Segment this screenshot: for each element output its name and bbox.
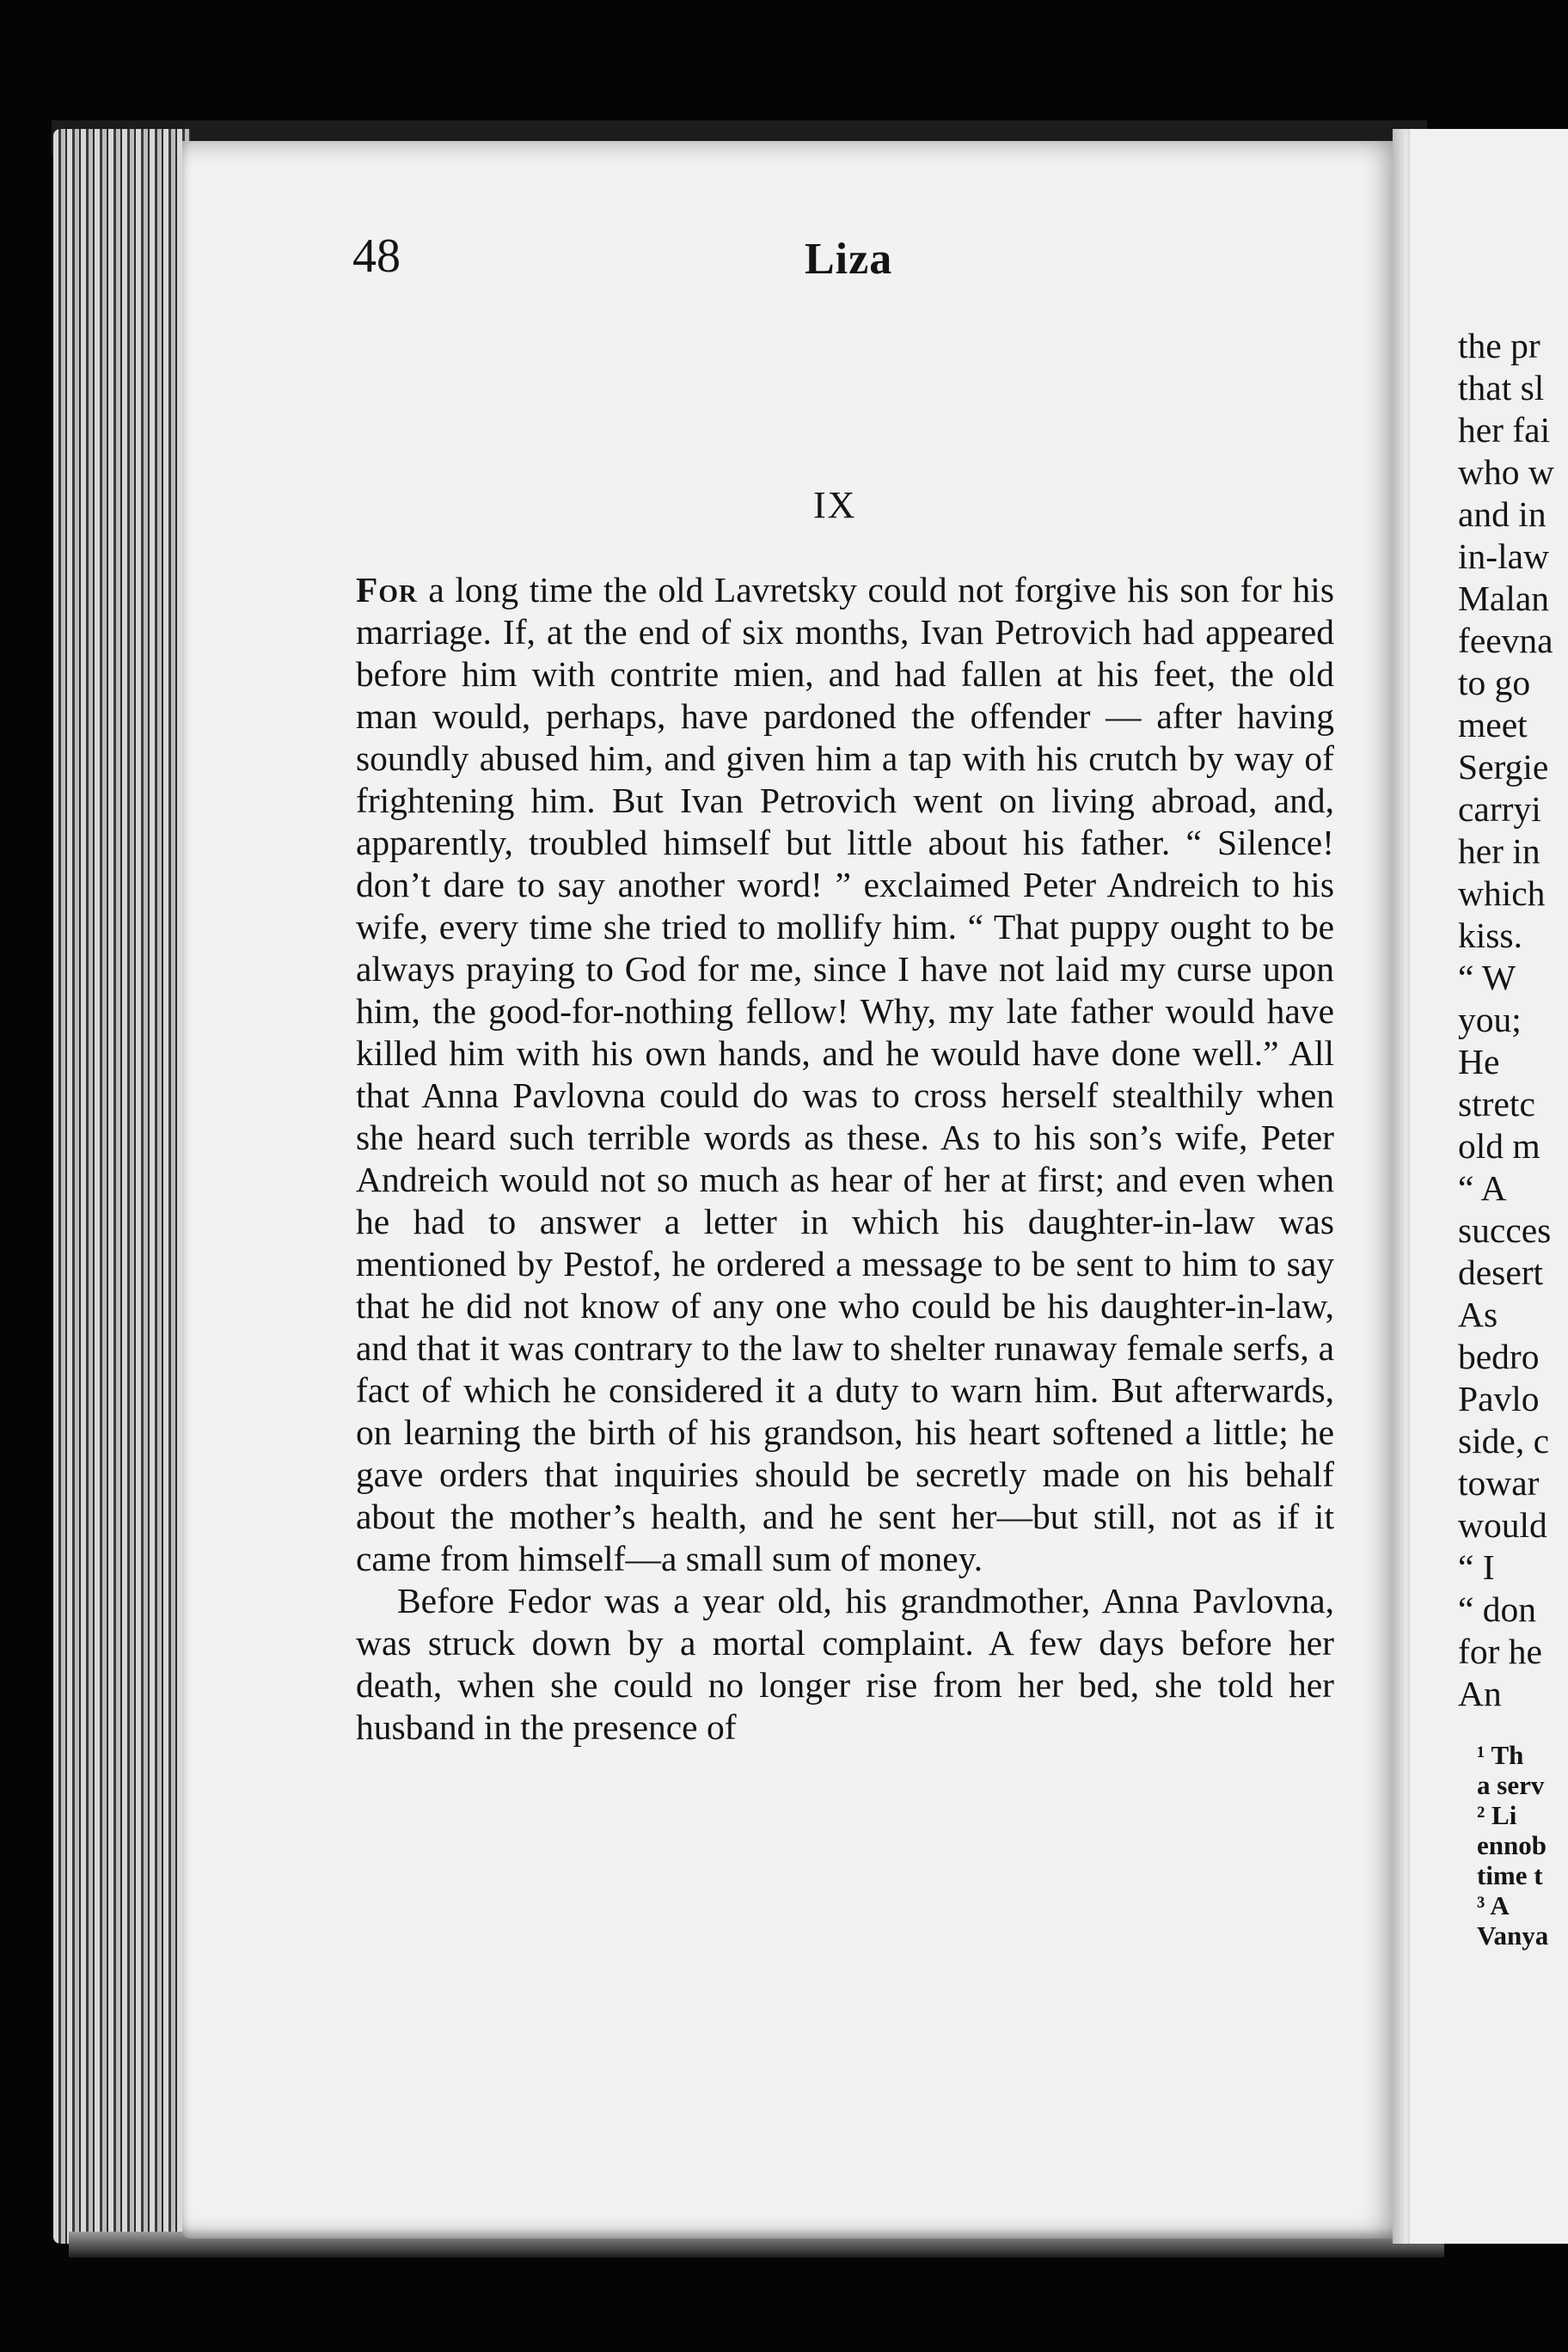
facing-page-line: Pavlo <box>1458 1379 1540 1418</box>
facing-page-line: meet <box>1458 705 1528 744</box>
facing-page-line: kiss. <box>1458 916 1522 955</box>
body-text <box>356 569 1334 1749</box>
drop-lead-word: For <box>356 570 418 609</box>
facing-page-line: that sl <box>1458 368 1545 407</box>
facing-page-line: and in <box>1458 494 1547 534</box>
facing-page-footnote-line: time t <box>1477 1860 1543 1890</box>
chapter-number: IX <box>813 484 857 526</box>
facing-page-line: you; <box>1458 1000 1522 1039</box>
facing-page-footnote-line: ennob <box>1477 1830 1547 1860</box>
facing-page-line: “ don <box>1458 1589 1537 1629</box>
paragraph-1-text: a long time the old Lavretsky could not forgive his son for his marriage. If, at the end of six months, Ivan Petrovich had appeared before him with contrite mien, and had fallen at his feet, the old man would, perhaps, have pardoned the offender — after having soundly abused him, and given him a tap with his crutch by way of frightening him. But Ivan Petrovich went on living abroad, and, apparently, troubled himself but little about his father. “ Silence! don’t dare to say another word! ” exclaimed Peter Andreich to his wife, every time she tried to mollify him. “ That puppy ought to be always praying to God for me, since I have not laid my curse upon him, the good-for-nothing fellow! Why, my late father would have killed him with his own hands, and he would have done well.” All that Anna Pavlovna could do was to cross herself stealthily when she heard such terrible words as these. As to his son’s wife, Peter Andreich would not so much as hear of her at first; and even when he had to answer a letter in which his daughter-in-law was mentioned by Pestof, he ordered a message to be sent to him to say that he did not know of any one who could be his daughter-in-law, and that it was contrary to the law to shelter runaway female serfs, a fact of which he considered it a duty to warn him. But afterwards, on learning the birth of his grandson, his heart softened a little; he gave orders that inquiries should be secretly made on his behalf about the mother’s health, and he sent her—but still, not as if it came from himself—a small sum of money. <box>356 570 1334 1578</box>
facing-page-footnote-line: ² Li <box>1477 1800 1517 1830</box>
facing-page-footnote-line: ³ A <box>1477 1890 1510 1920</box>
running-title: Liza <box>805 235 893 284</box>
facing-page-line: “ I <box>1458 1547 1495 1587</box>
facing-page-line: the pr <box>1458 326 1540 365</box>
facing-page-text <box>1458 325 1568 1715</box>
facing-page-line: towar <box>1458 1463 1540 1503</box>
facing-page-line: her in <box>1458 831 1540 871</box>
facing-page-line: who w <box>1458 452 1554 492</box>
facing-page-footnote-line: a serv <box>1477 1770 1545 1800</box>
facing-page-footnote-line: Vanya <box>1477 1920 1549 1951</box>
page-number: 48 <box>352 230 401 283</box>
facing-page-line: succes <box>1458 1210 1552 1250</box>
facing-page-line: “ A <box>1458 1168 1507 1208</box>
facing-page-line: He <box>1458 1042 1500 1081</box>
facing-page-line: old m <box>1458 1126 1540 1166</box>
facing-page-line: stretc <box>1458 1084 1535 1124</box>
facing-page-line: desert <box>1458 1253 1544 1292</box>
facing-page-line: for he <box>1458 1632 1542 1671</box>
facing-page-line: to go <box>1458 663 1531 702</box>
paragraph-1 <box>356 569 1334 1580</box>
facing-page-footnotes <box>1477 1740 1568 1951</box>
facing-page-line: side, c <box>1458 1421 1550 1461</box>
paragraph-2: Before Fedor was a year old, his grandmother, Anna Pavlovna, was struck down by a mortal complaint. A few days before her death, when she could no longer rise from her bed, she told her husband in the presence of <box>356 1581 1334 1747</box>
facing-page-line: Malan <box>1458 579 1550 618</box>
facing-page-line: in-law <box>1458 536 1550 576</box>
page-edges-stack <box>53 129 191 2244</box>
facing-page-line: An <box>1458 1674 1502 1713</box>
facing-page-line: feevna <box>1458 621 1553 660</box>
facing-page-line: her fai <box>1458 410 1551 450</box>
facing-page-line: would <box>1458 1505 1547 1545</box>
facing-page-line: bedro <box>1458 1337 1540 1376</box>
facing-page-line: As <box>1458 1295 1498 1334</box>
facing-page-line: which <box>1458 873 1546 913</box>
facing-page-line: Sergie <box>1458 747 1549 787</box>
facing-page-footnote-line: ¹ Th <box>1477 1740 1524 1770</box>
facing-page-line: carryi <box>1458 789 1541 829</box>
facing-page-line: “ W <box>1458 958 1516 997</box>
